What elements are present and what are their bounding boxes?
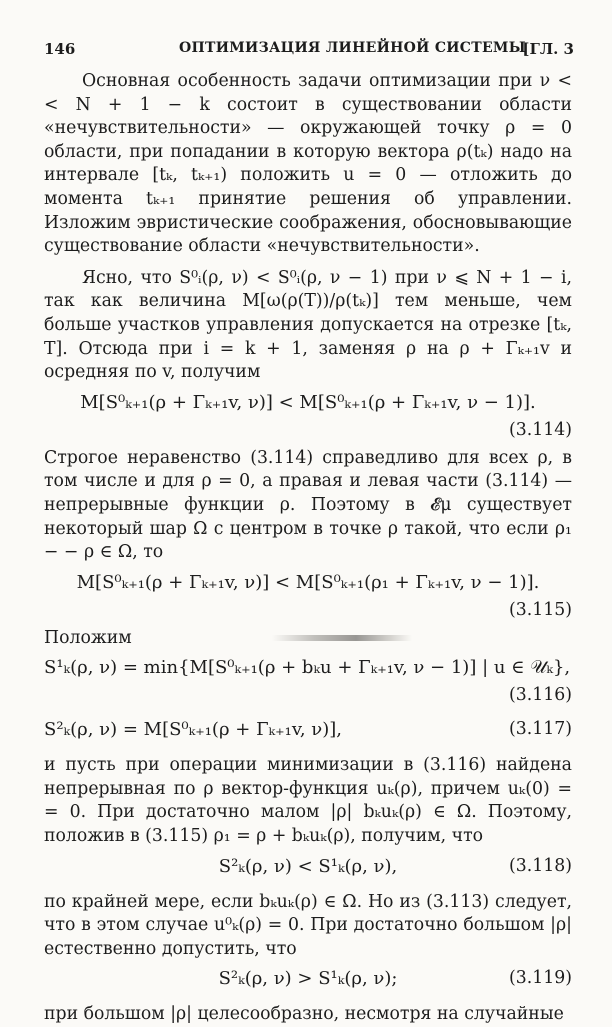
equation-3-117 [44,712,572,746]
equation-3-114 [44,385,572,419]
paragraph-7: при большом |ρ| целесообразно, несмотря на случайные [44,1004,564,1025]
equation-3-119 [44,961,572,995]
equation-3-116-body: S¹ₖ(ρ, ν) = min{M[S⁰ₖ₊₁(ρ + bₖu + Γₖ₊₁v, ν − 1)] | u ∈ 𝒰ₖ}, [44,657,571,679]
equation-3-116-tag [44,684,572,712]
running-header [44,40,574,62]
page-body [44,70,572,1027]
equation-3-115-tag [44,599,572,627]
page-number: 146 [44,40,76,58]
equation-3-116 [44,650,572,684]
equation-3-118-body: S²ₖ(ρ, ν) < S¹ₖ(ρ, ν), [218,855,398,877]
equation-3-117-body: S²ₖ(ρ, ν) = M[S⁰ₖ₊₁(ρ + Γₖ₊₁v, ν)], [44,719,343,741]
equation-number: (3.119) [509,968,572,989]
paragraph-1: Основная особенность задачи оптимизации при ν < < N + 1 − k состоит в существовании области «нечувствительности» — окружающей точку ρ = 0 области, при попадании в которую вектора ρ(tₖ) надо на интервале [tₖ, tₖ₊₁) положить u = 0 — отложить до момента tₖ₊₁ принятие решения об управлении. Изложим эвристические соображения, обосновывающие существование области «нечувствительности». [44,71,572,257]
equation-number: (3.114) [509,419,572,440]
equation-number: (3.115) [509,599,572,620]
equation-number: (3.116) [509,685,572,706]
equation-3-119-body: S²ₖ(ρ, ν) > S¹ₖ(ρ, ν); [218,968,398,990]
equation-number: (3.118) [509,855,572,876]
paragraph-6: по крайней мере, если bₖuₖ(ρ) ∈ Ω. Но из (3.113) следует, что в этом случае u⁰ₖ(ρ) = 0. При достаточно большом |ρ| естественно допустить, что [44,891,572,959]
running-title: ОПТИМИЗАЦИЯ ЛИНЕЙНОЙ СИСТЕМЫ [179,40,526,56]
paragraph-4 [44,627,572,651]
paragraph-4-text: Положим [44,627,132,648]
equation-3-114-body: M[S⁰ₖ₊₁(ρ + Γₖ₊₁v, ν)] < M[S⁰ₖ₊₁(ρ + Γₖ₊₁v, ν − 1)]. [80,391,536,413]
equation-3-114-tag [44,419,572,447]
chapter-label: [ГЛ. 3 [522,40,574,58]
print-smudge [272,635,412,641]
equation-3-115 [44,565,572,599]
equation-3-115-body: M[S⁰ₖ₊₁(ρ + Γₖ₊₁v, ν)] < M[S⁰ₖ₊₁(ρ₁ + Γₖ₊₁v, ν − 1)]. [76,571,540,593]
equation-3-118 [44,849,572,883]
paragraph-2: Ясно, что S⁰ᵢ(ρ, ν) < S⁰ᵢ(ρ, ν − 1) при ν ⩽ N + 1 − i, так как величина M[ω(ρ(T))/ρ(tₖ)] тем меньше, чем больше участков управления допускается на отрезке [tₖ, T]. Отсюда при i = k + 1, заменяя ρ на ρ + Γₖ₊₁v и осредняя по v, получим [44,267,572,383]
paragraph-5: и пусть при операции минимизации в (3.116) найдена непрерывная по ρ вектор-функция uₖ(ρ), причем uₖ(0) = = 0. При достаточно малом |ρ| bₖuₖ(ρ) ∈ Ω. Поэтому, положив в (3.115) ρ₁ = ρ + bₖuₖ(ρ), получим, что [44,755,572,847]
paragraph-3: Строгое неравенство (3.114) справедливо для всех ρ, в том числе и для ρ = 0, а правая и левая части (3.114) — непрерывные функции ρ. Поэтому в 𝓔μ существует некоторый шар Ω с центром в точке ρ такой, что если ρ₁ − − ρ ∈ Ω, то [44,447,572,563]
equation-number: (3.117) [509,719,572,740]
